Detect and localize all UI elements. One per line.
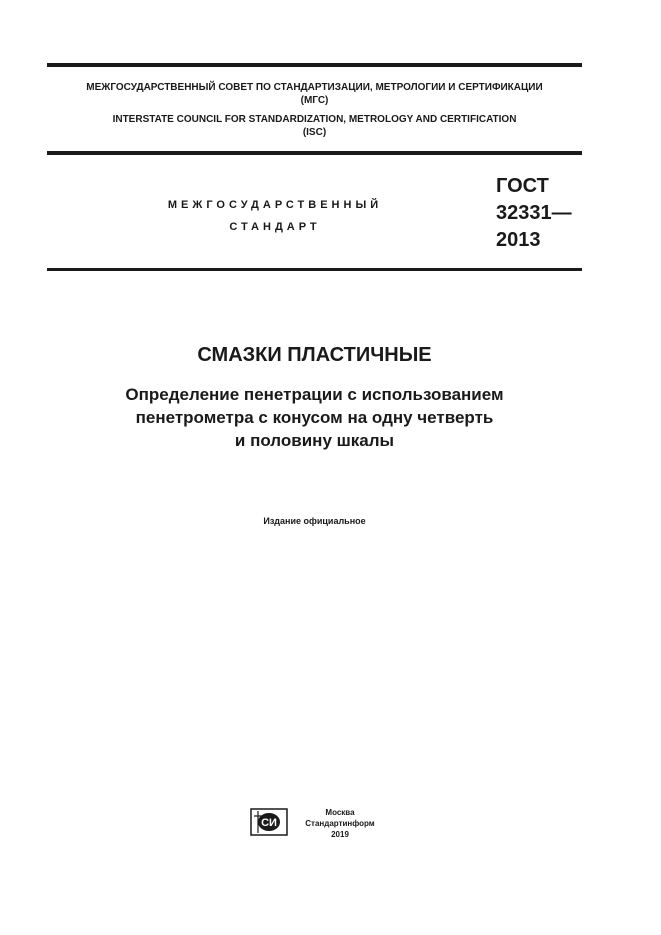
document-title: СМАЗКИ ПЛАСТИЧНЫЕ	[197, 344, 432, 366]
gost-year: 2013	[496, 229, 541, 251]
council-name-en	[47, 113, 582, 139]
council-en-abbr: (ISC)	[302, 127, 327, 138]
subtitle-line3: и половину шкалы	[234, 431, 395, 450]
council-name-ru	[47, 81, 582, 107]
imprint-year: 2019	[331, 830, 349, 839]
gost-designation	[496, 173, 572, 254]
subtitle-line1: Определение пенетрации с использованием	[125, 385, 504, 404]
standartinform-logo-icon	[250, 808, 288, 836]
logo-letters: СИ	[261, 817, 277, 829]
council-ru-abbr: (МГС)	[300, 95, 329, 106]
standard-type-line2: СТАНДАРТ	[229, 221, 321, 233]
gost-number: 32331—	[496, 202, 572, 224]
subtitle-line2: пенетрометра с конусом на одну четверть	[135, 408, 494, 427]
bottom-rule	[47, 268, 582, 271]
document-subtitle	[47, 383, 582, 452]
edition-note: Издание официальное	[263, 516, 366, 526]
middle-rule	[47, 151, 582, 155]
publisher-imprint	[295, 807, 385, 840]
imprint-city: Москва	[325, 808, 355, 817]
council-en-line1: INTERSTATE COUNCIL FOR STANDARDIZATION, METROLOGY AND CERTIFICATION	[112, 114, 517, 125]
standard-type-line1: МЕЖГОСУДАРСТВЕННЫЙ	[167, 199, 383, 211]
council-ru-line1: МЕЖГОСУДАРСТВЕННЫЙ СОВЕТ ПО СТАНДАРТИЗАЦИИ, МЕТРОЛОГИИ И СЕРТИФИКАЦИИ	[86, 82, 543, 93]
imprint-publisher: Стандартинформ	[305, 819, 375, 828]
top-rule	[47, 63, 582, 67]
standard-type	[120, 194, 430, 238]
gost-label: ГОСТ	[496, 175, 549, 197]
